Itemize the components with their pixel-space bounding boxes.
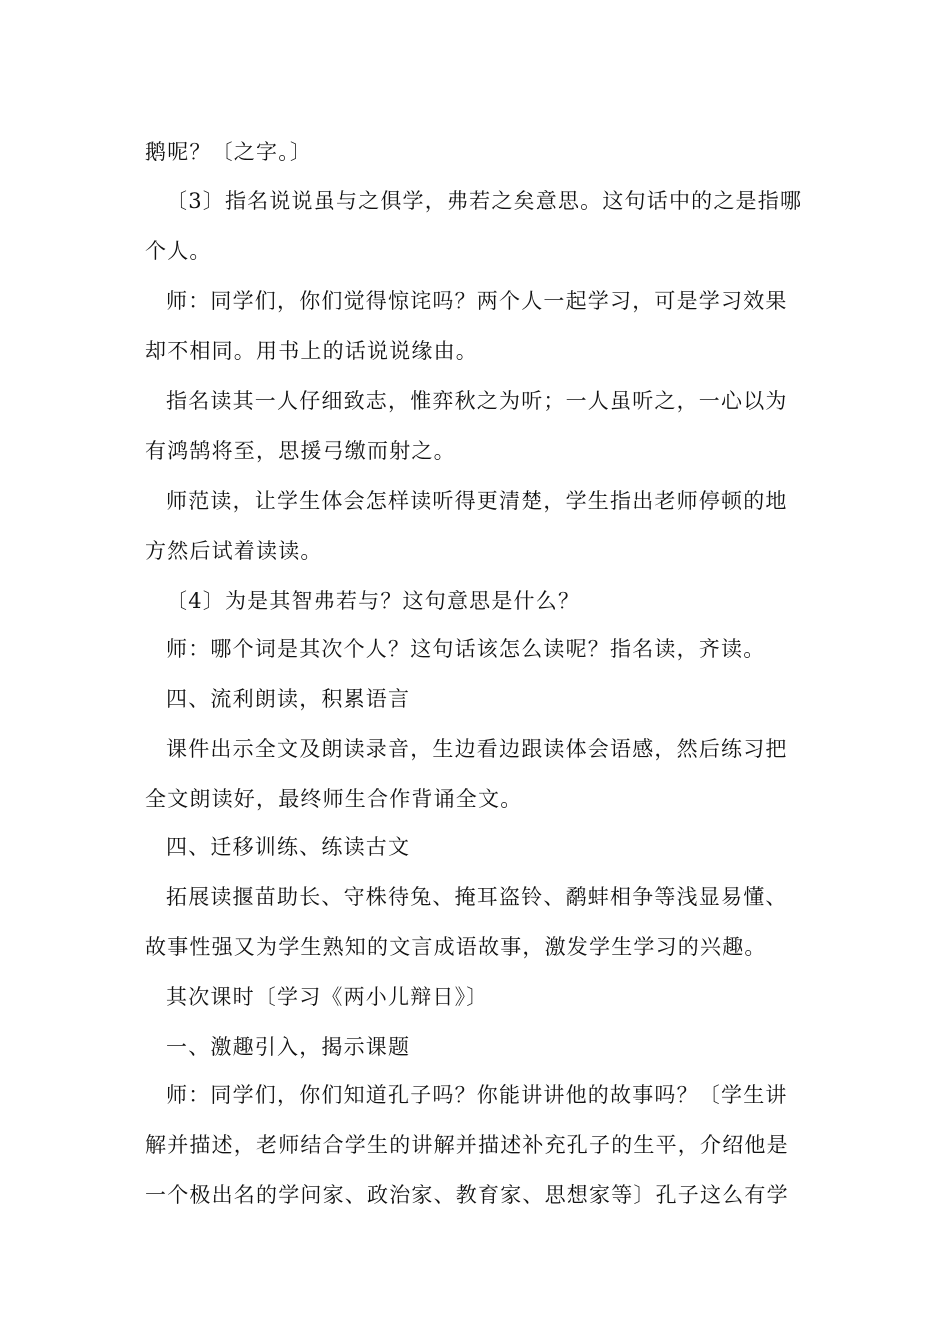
text-line: 解并描述，老师结合学生的讲解并描述补充孔子的生平，介绍他是 [145,1133,789,1157]
text-line: 方然后试着读读。 [145,539,323,563]
section-heading: 其次课时〔学习《两小儿辩日》〕 [166,985,489,1009]
text-line: 师：同学们，你们知道孔子吗？你能讲讲他的故事吗？〔学生讲 [166,1083,788,1107]
text-line: 全文朗读好，最终师生合作背诵全文。 [145,787,523,811]
text-line: 〔3〕指名说说虽与之俱学，弗若之矣意思。这句话中的之是指哪 [166,189,803,213]
text-line: 一个极出名的学问家、政治家、教育家、思想家等〕孔子这么有学 [145,1183,789,1207]
section-heading: 一、激趣引入，揭示课题 [166,1035,411,1059]
text-line: 〔4〕为是其智弗若与？这句意思是什么？ [166,589,581,613]
text-line: 课件出示全文及朗读录音，生边看边跟读体会语感，然后练习把 [166,737,788,761]
text-line: 鹅呢？〔之字。〕 [145,140,313,164]
text-line: 有鸿鹄将至，思援弓缴而射之。 [145,439,456,463]
text-line: 故事性强又为学生熟知的文言成语故事，激发学生学习的兴趣。 [145,935,767,959]
text-line: 拓展读揠苗助长、守株待兔、掩耳盗铃、鹬蚌相争等浅显易懂、 [166,885,788,909]
text-line: 却不相同。用书上的话说说缘由。 [145,339,478,363]
text-line: 师范读，让学生体会怎样读听得更清楚，学生指出老师停顿的地 [166,489,788,513]
section-heading: 四、流利朗读，积累语言 [166,687,411,711]
text-line: 个人。 [145,239,212,263]
text-line: 指名读其一人仔细致志，惟弈秋之为听；一人虽听之，一心以为 [166,389,788,413]
section-heading: 四、迁移训练、练读古文 [166,835,411,859]
text-line: 师：哪个词是其次个人？这句话该怎么读呢？指名读，齐读。 [166,637,766,661]
text-line: 师：同学们，你们觉得惊诧吗？两个人一起学习，可是学习效果 [166,289,788,313]
